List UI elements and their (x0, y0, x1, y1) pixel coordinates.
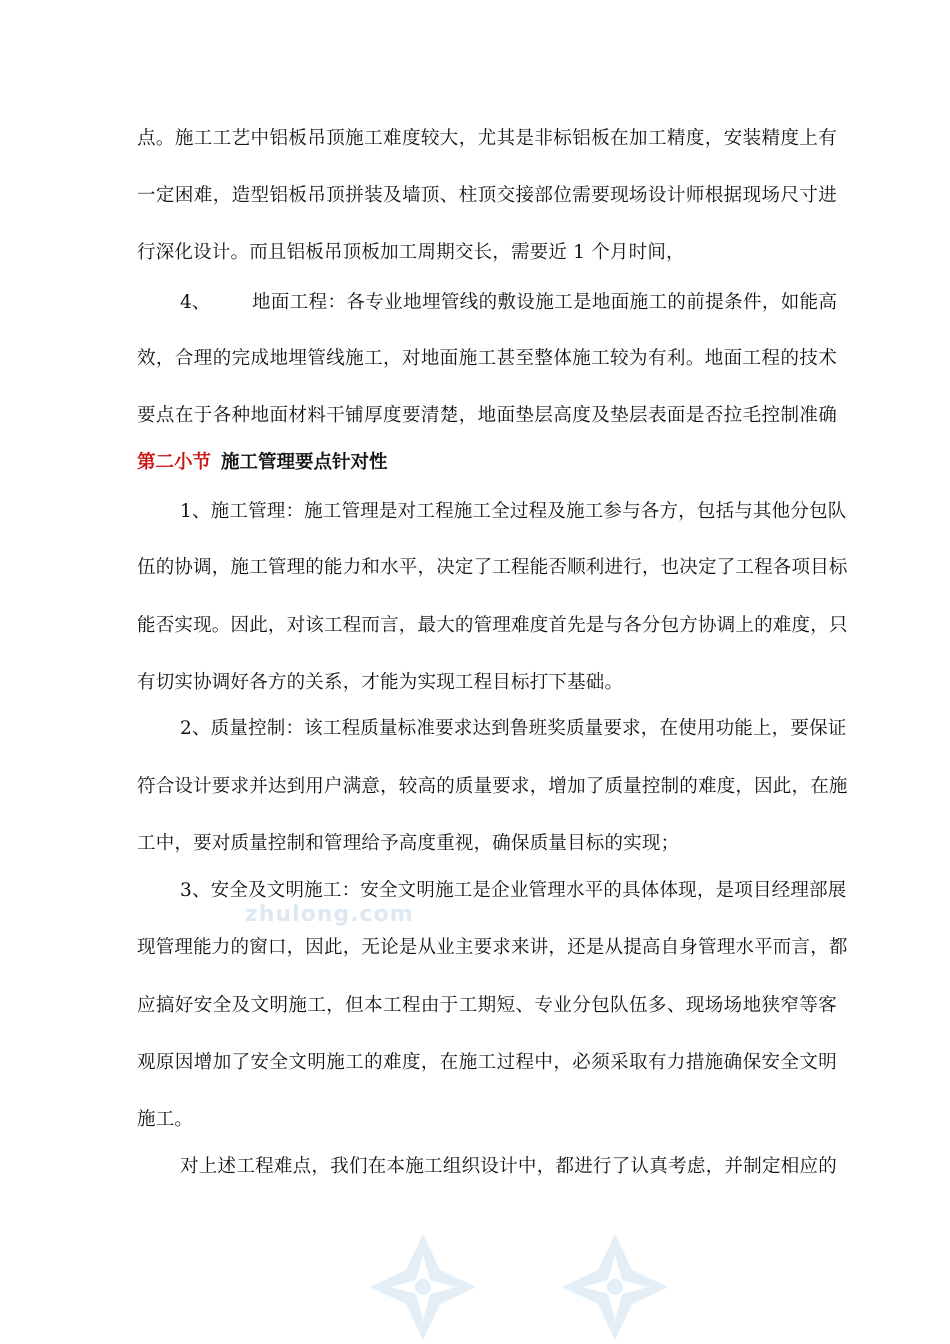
safety-line-3: 应搞好安全及文明施工，但本工程由于工期短、专业分包队伍多、现场场地狭窄等客 (137, 995, 837, 1016)
management-line-1: 1、施工管理：施工管理是对工程施工全过程及施工参与各方，包括与其他分包队 (180, 501, 847, 522)
quality-line-3: 工中，要对质量控制和管理给予高度重视，确保质量目标的实现； (137, 833, 680, 854)
para1-line-2: 一定困难，造型铝板吊顶拼装及墙顶、柱顶交接部位需要现场设计师根据现场尺寸进 (137, 185, 837, 206)
section-heading (137, 451, 388, 475)
closing-line-1: 对上述工程难点，我们在本施工组织设计中，都进行了认真考虑，并制定相应的 (180, 1156, 837, 1177)
section-title: 施工管理要点针对性 (221, 452, 388, 473)
watermark-text: zhulong.com (245, 902, 414, 927)
snowflake-logo-icon (560, 1232, 670, 1342)
para1-line-3: 行深化设计。而且铝板吊顶板加工周期交长，需要近 1 个月时间， (137, 242, 685, 263)
item4-line-2: 效，合理的完成地埋管线施工，对地面施工甚至整体施工较为有利。地面工程的技术 (137, 348, 837, 369)
section-number: 第二小节 (137, 452, 212, 473)
quality-line-1: 2、质量控制：该工程质量标准要求达到鲁班奖质量要求，在使用功能上，要保证 (180, 718, 847, 739)
item4-line-1: 地面工程：各专业地埋管线的敷设施工是地面施工的前提条件，如能高 (252, 292, 837, 313)
safety-line-5: 施工。 (137, 1109, 194, 1130)
item4-line-3: 要点在于各种地面材料干铺厚度要清楚，地面垫层高度及垫层表面是否拉毛控制准确 (137, 405, 837, 426)
management-line-2: 伍的协调，施工管理的能力和水平，决定了工程能否顺利进行，也决定了工程各项目标 (137, 557, 848, 578)
item4-number: 4、 (180, 292, 211, 313)
para1-line-1: 点。施工工艺中铝板吊顶施工难度较大，尤其是非标铝板在加工精度，安装精度上有 (137, 128, 837, 149)
management-line-4: 有切实协调好各方的关系，才能为实现工程目标打下基础。 (137, 672, 624, 693)
management-line-3: 能否实现。因此，对该工程而言，最大的管理难度首先是与各分包方协调上的难度，只 (137, 615, 848, 636)
snowflake-logo-icon (368, 1232, 478, 1342)
safety-line-2: 现管理能力的窗口，因此，无论是从业主要求来讲，还是从提高自身管理水平而言，都 (137, 937, 848, 958)
quality-line-2: 符合设计要求并达到用户满意，较高的质量要求，增加了质量控制的难度，因此，在施 (137, 776, 848, 797)
safety-line-1: 3、安全及文明施工：安全文明施工是企业管理水平的具体体现，是项目经理部展 (180, 880, 847, 901)
safety-line-4: 观原因增加了安全文明施工的难度，在施工过程中，必须采取有力措施确保安全文明 (137, 1052, 837, 1073)
